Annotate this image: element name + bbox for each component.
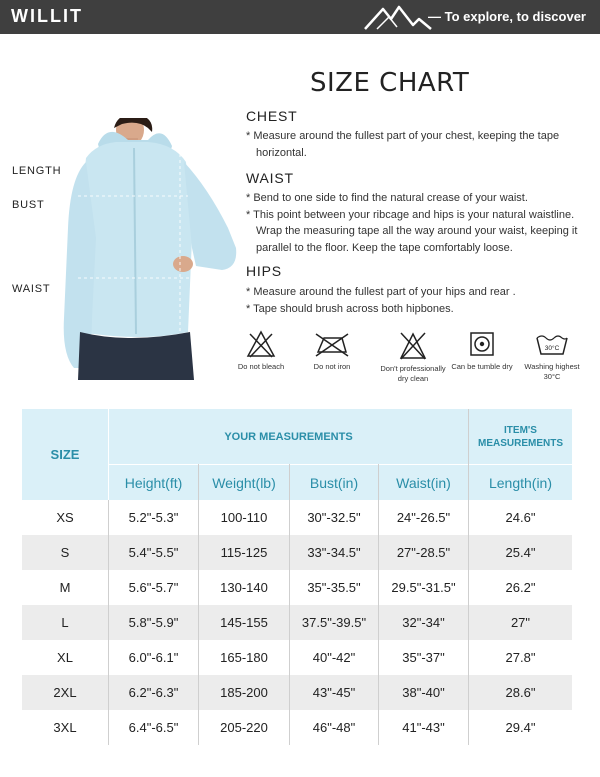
weight-cell: 130-140 [220, 580, 268, 595]
grid-line [198, 464, 199, 745]
brand-logo: WILLIT [11, 6, 83, 26]
length-cell: 28.6" [505, 685, 536, 700]
waist-instructions: * Bend to one side to find the natural crease of your waist. * This point between your ribcage and hips is your natural waistline. Wrap the measuring tape all the way around your waist, keeping it parallel to the floor. Keep the tape comfortably loose. [246, 192, 578, 254]
waist-cell: 41"-43" [402, 720, 445, 735]
length-cell: 27" [510, 615, 531, 630]
table-row [22, 570, 572, 605]
bust-cell: 40"-42" [312, 650, 356, 665]
height-cell: 6.2"-6.3" [128, 685, 179, 700]
height-cell: 5.2"-5.3" [128, 510, 179, 525]
care-do-not-bleach: Do not bleach [226, 330, 296, 372]
tagline: — To explore, to discover [428, 9, 586, 24]
top-bar [0, 0, 600, 34]
table-row [22, 710, 572, 745]
waist-heading: WAIST [246, 170, 294, 186]
chest-instructions: * Measure around the fullest part of your chest, keeping the tape horizontal. [246, 130, 560, 159]
height-column-header: Height(ft) [109, 465, 198, 500]
bust-label: BUST [12, 199, 45, 211]
waist-column-header: Waist(in) [379, 465, 468, 500]
care-do-not-iron: Do not iron [297, 330, 367, 372]
length-cell: 24.6" [505, 510, 536, 525]
do-not-bleach-icon [246, 330, 276, 358]
tumble-dry-icon [468, 330, 496, 358]
care-do-not-dry-clean: Don't professionally dry clean [378, 330, 448, 384]
mountain-logo-icon [363, 3, 433, 31]
height-cell: 6.4"-6.5" [128, 720, 179, 735]
length-cell: 27.8" [505, 650, 536, 665]
bust-column-header: Bust(in) [290, 465, 378, 500]
weight-cell: 205-220 [220, 720, 268, 735]
grid-line [378, 464, 379, 745]
waist-cell: 29.5"-31.5" [391, 580, 456, 595]
height-cell: 5.4"-5.5" [128, 545, 179, 560]
table-row [22, 675, 572, 710]
bust-cell: 37.5"-39.5" [301, 615, 367, 630]
waist-cell: 38"-40" [402, 685, 445, 700]
grid-line [289, 464, 290, 745]
waist-cell: 35"-37" [402, 650, 445, 665]
table-row [22, 605, 572, 640]
length-label: LENGTH [12, 165, 62, 177]
do-not-iron-icon [314, 330, 350, 358]
size-cell: XL [57, 650, 73, 665]
bust-cell: 33"-34.5" [307, 545, 361, 560]
bust-cell: 46"-48" [312, 720, 356, 735]
table-row [22, 535, 572, 570]
weight-cell: 115-125 [220, 545, 268, 560]
height-cell: 6.0"-6.1" [128, 650, 179, 665]
weight-cell: 145-155 [220, 615, 268, 630]
svg-text:30°C: 30°C [544, 345, 560, 352]
weight-column-header: Weight(lb) [199, 465, 289, 500]
weight-cell: 100-110 [220, 510, 268, 525]
page-title: SIZE CHART [310, 68, 470, 98]
height-cell: 5.8"-5.9" [128, 615, 179, 630]
chest-heading: CHEST [246, 108, 298, 124]
size-cell: S [60, 545, 70, 560]
length-cell: 26.2" [505, 580, 536, 595]
hips-heading: HIPS [246, 263, 282, 279]
model-figure [58, 118, 238, 380]
size-cell: 3XL [53, 720, 77, 735]
grid-line [468, 409, 469, 745]
waist-cell: 27"-28.5" [396, 545, 451, 560]
table-row [22, 640, 572, 675]
size-cell: 2XL [53, 685, 77, 700]
wash-30c-icon [534, 330, 570, 358]
weight-cell: 165-180 [220, 650, 268, 665]
size-cell: L [61, 615, 69, 630]
size-cell: M [59, 580, 71, 595]
bust-cell: 43"-45" [312, 685, 356, 700]
waist-label: WAIST [12, 283, 51, 295]
items-measurements-header: ITEM'S MEASUREMENTS [469, 409, 572, 464]
your-measurements-header: YOUR MEASUREMENTS [109, 409, 468, 464]
size-column-header: SIZE [22, 409, 108, 500]
weight-cell: 185-200 [220, 685, 268, 700]
waist-cell: 24"-26.5" [396, 510, 451, 525]
length-cell: 25.4" [505, 545, 536, 560]
care-wash-30: 30°C Washing highest 30°C [517, 330, 587, 382]
length-cell: 29.4" [505, 720, 536, 735]
length-column-header: Length(in) [469, 465, 572, 500]
waist-cell: 32"-34" [402, 615, 445, 630]
size-cell: XS [56, 510, 74, 525]
hips-instructions: * Measure around the fullest part of your hips and rear . * Tape should brush across both hipbones. [246, 286, 516, 315]
bust-cell: 30"-32.5" [307, 510, 361, 525]
height-cell: 5.6"-5.7" [128, 580, 179, 595]
care-tumble-dry: Can be tumble dry [447, 330, 517, 372]
do-not-dry-clean-icon [398, 330, 428, 360]
grid-line [108, 500, 109, 745]
table-row [22, 500, 572, 535]
bust-cell: 35"-35.5" [307, 580, 361, 595]
